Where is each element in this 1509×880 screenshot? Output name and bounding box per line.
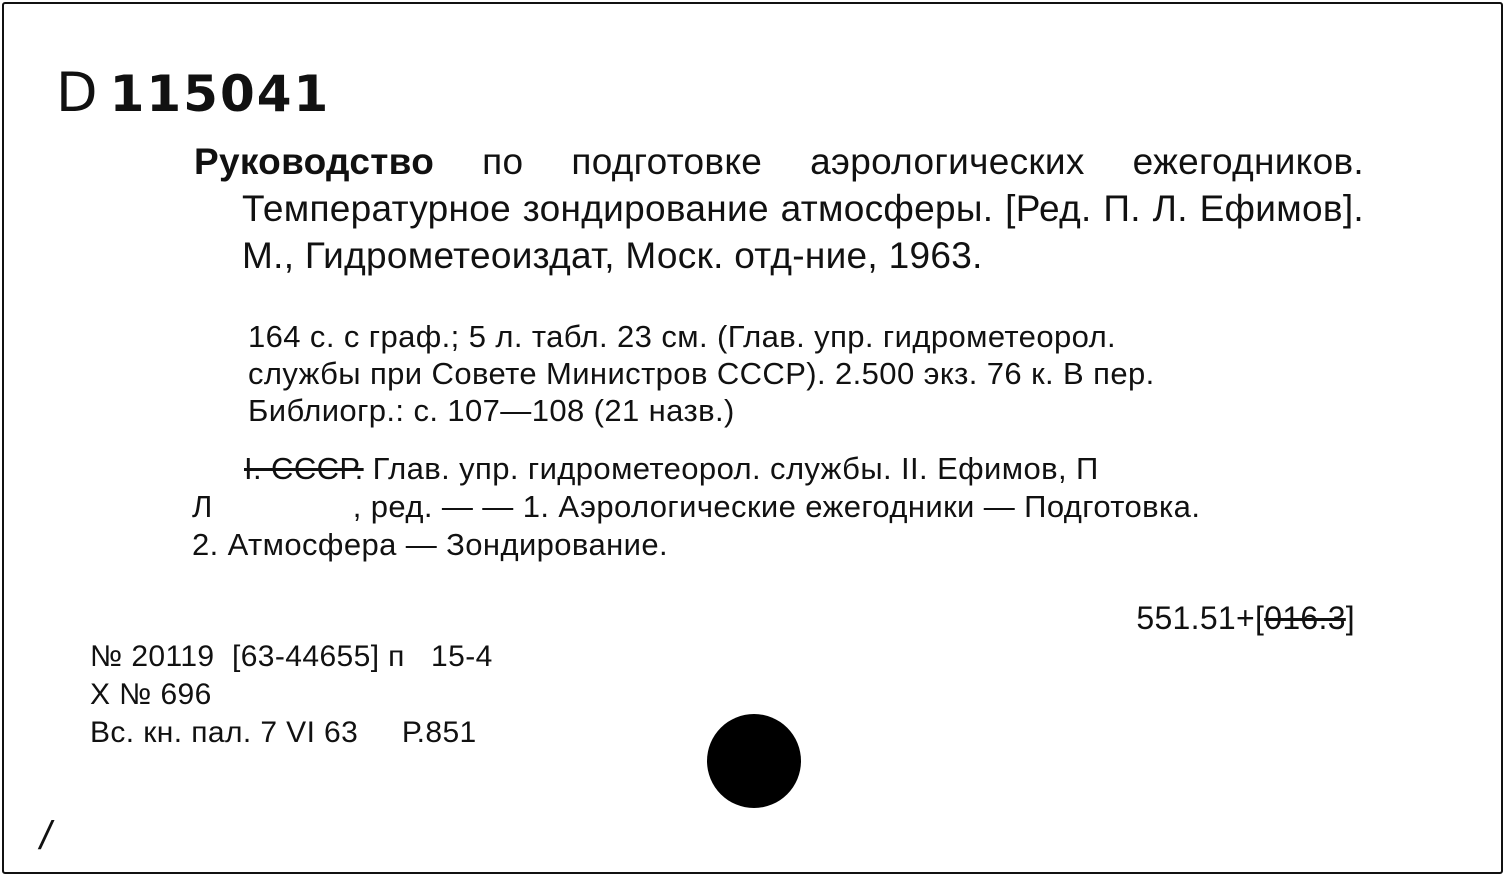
subject-tracing <box>192 450 1364 564</box>
udc-number: 551.51+[ <box>1136 600 1265 636</box>
handwritten-tick-mark: / <box>40 814 52 858</box>
details-line-1: 164 с. с граф.; 5 л. табл. 23 см. (Глав. упр. гидрометеорол. <box>248 319 1117 354</box>
handwritten-accession-number <box>56 61 331 124</box>
udc-close: ] <box>1345 600 1355 636</box>
footer-line-2: Х № 696 <box>90 678 212 711</box>
title-imprint: Температурное зондирование атмосферы. [Ред. П. Л. Ефимов]. М., Гидрометеоиздат, Моск. отд-ние, 1963. <box>242 188 1364 276</box>
tracing-line-3: 2. Атмосфера — Зондирование. <box>192 527 668 562</box>
details-line-2: службы при Совете Министров СССР). 2.500 экз. 76 к. В пер. <box>248 356 1155 391</box>
handwritten-number: 115041 <box>109 65 331 123</box>
tracing-line-1: Глав. упр. гидрометеорол. службы. II. Ефимов, П <box>363 451 1099 486</box>
card-footer-numbers <box>90 638 493 752</box>
details-line-3: Библиогр.: с. 107—108 (21 назв.) <box>248 393 735 428</box>
physical-description <box>248 318 1364 429</box>
tracing-line-2-start: Л <box>192 489 213 524</box>
card-punch-hole <box>707 714 801 808</box>
bibliographic-title <box>194 138 1364 279</box>
tracing-line-2: , ред. — — 1. Аэрологические ежегодники — Подготовка. <box>352 489 1201 524</box>
handwritten-prefix: D <box>56 61 100 124</box>
catalog-card <box>2 2 1503 874</box>
tracing-struck-entry: I. СССР. <box>244 451 364 486</box>
title-continuation: по подготовке аэрологических ежегодников. <box>434 141 1364 182</box>
footer-line-3: Вс. кн. пал. 7 VI 63 Р.851 <box>90 716 477 749</box>
udc-classification <box>1136 600 1355 637</box>
footer-line-1: № 20119 [63-44655] п 15-4 <box>90 640 493 673</box>
udc-struck-code: 016.3 <box>1264 600 1346 636</box>
title-main-heading: Руководство <box>194 141 435 182</box>
